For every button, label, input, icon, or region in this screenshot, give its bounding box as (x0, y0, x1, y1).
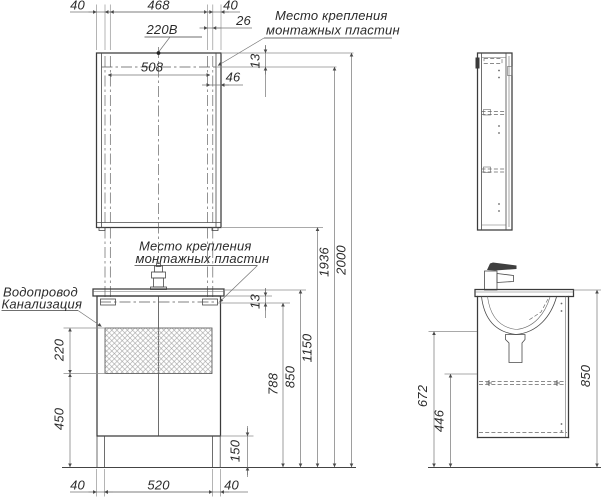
mounting-plates-top-line2: монтажных пластин (266, 22, 400, 38)
siphon (506, 335, 526, 363)
drawing-text (2, 0, 594, 493)
annotation-leaders (2, 37, 393, 327)
mounting-plates-mid-line2: монтажных пластин (135, 251, 270, 266)
dim-mirror-plate-span: 468 (147, 0, 170, 13)
mirror-plate-side (484, 59, 502, 64)
dim-mirror-right-margin: 40 (223, 0, 238, 13)
dim-height-1150: 1150 (299, 333, 315, 363)
dim-service-zone: 220 (51, 338, 67, 362)
worktop-side (475, 290, 574, 297)
mirror-cabinet-side-view (476, 53, 513, 230)
worktop-front (93, 289, 224, 296)
dim-side-worktop-height: 850 (578, 364, 593, 388)
dim-leg-span: 520 (147, 477, 170, 493)
dim-mirror-left-margin: 40 (70, 0, 85, 13)
dim-height-2000: 2000 (333, 245, 349, 275)
faucet-side-icon (485, 263, 517, 291)
dim-below-zone: 450 (51, 407, 67, 431)
dim-hole-span: 508 (140, 59, 164, 75)
dim-height-788: 788 (265, 372, 281, 396)
mirror-side-outline (478, 53, 513, 230)
water-supply-label: Водопровод (3, 284, 78, 300)
vanity-front-view (62, 264, 356, 468)
power-label: 220В (146, 22, 178, 37)
vanity-side-view (428, 263, 601, 468)
mounting-plates-mid-line1: Место крепления (139, 238, 252, 254)
dim-side-rail-height: 446 (431, 409, 447, 433)
dim-height-1936: 1936 (316, 247, 332, 277)
dim-height-850: 850 (282, 365, 298, 389)
dim-bottom-right-margin: 40 (224, 477, 239, 493)
dim-mirror-plate-offset: 13 (247, 53, 263, 69)
service-zone-hatch (105, 328, 212, 374)
dim-worktop-plate-gap: 13 (247, 294, 263, 309)
mounting-plates-top-line1: Место крепления (275, 8, 388, 23)
dim-side-inner-height: 672 (415, 384, 430, 408)
basin-profile (482, 297, 557, 335)
dim-leg-height: 150 (227, 439, 243, 463)
faucet-front-icon (151, 264, 167, 290)
dim-hole-edge-margin: 46 (225, 69, 241, 85)
sewerage-label: Канализация (1, 296, 83, 312)
power-connection-point (157, 51, 161, 55)
dim-bottom-left-margin: 40 (70, 477, 85, 493)
dim-plate-width: 26 (236, 13, 251, 28)
hinge-mark (476, 58, 480, 69)
